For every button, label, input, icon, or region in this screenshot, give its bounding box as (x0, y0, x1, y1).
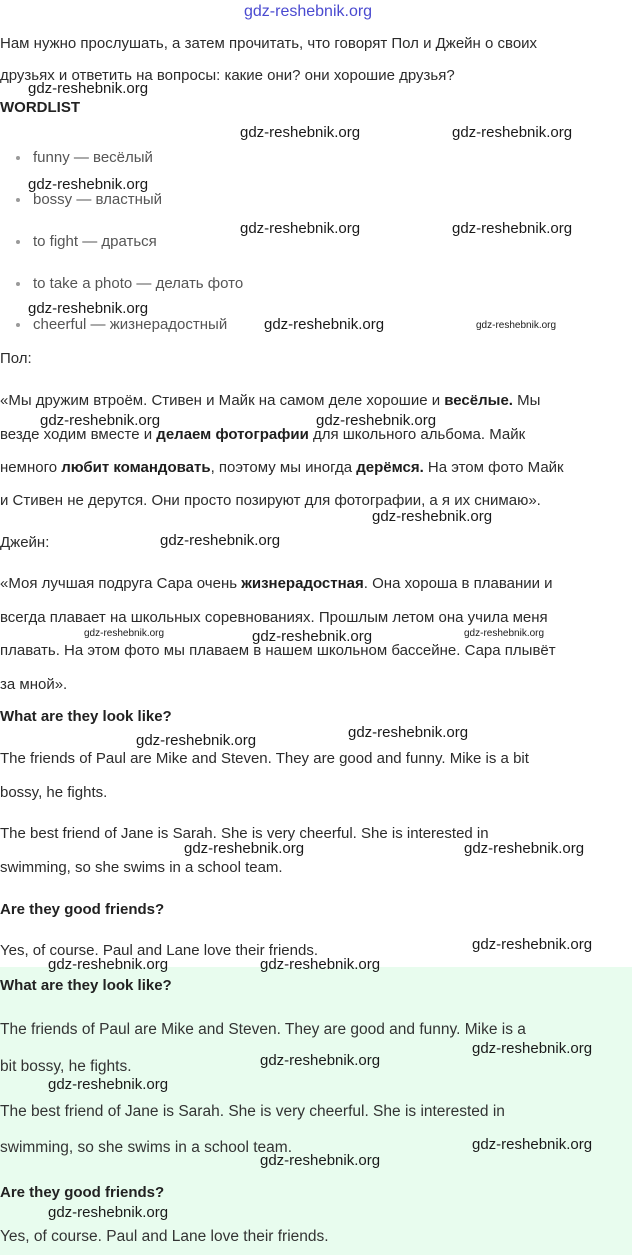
watermark: gdz-reshebnik.org (184, 840, 305, 857)
paul-line-3: немного любит командовать, поэтому мы иногда дерёмся. На этом фото Майк (0, 459, 564, 476)
watermark: gdz-reshebnik.org (260, 1052, 381, 1069)
speaker-jane: Джейн: (0, 534, 50, 551)
watermark: gdz-reshebnik.org (240, 220, 361, 237)
watermark: gdz-reshebnik.org (40, 412, 161, 429)
watermark: gdz-reshebnik.org (472, 1040, 593, 1057)
answer2-paul-line-2: bit bossy, he fights. (0, 1058, 132, 1075)
intro-line-1: Нам нужно прослушать, а затем прочитать, что говорят Пол и Джейн о своих (0, 35, 538, 52)
watermark: gdz-reshebnik.org (252, 628, 373, 645)
intro-line-2: друзьях и ответить на вопросы: какие они? они хорошие друзья? (0, 67, 455, 84)
paul-line-4: и Стивен не дерутся. Они просто позируют для фотографии, а я их снимаю». (0, 492, 541, 509)
answer-jane-line-2: swimming, so she swims in a school team. (0, 859, 283, 876)
watermark: gdz-reshebnik.org (84, 628, 165, 639)
watermark: gdz-reshebnik.org (136, 732, 257, 749)
watermark: gdz-reshebnik.org (316, 412, 437, 429)
watermark: gdz-reshebnik.org (452, 220, 573, 237)
watermark: gdz-reshebnik.org (28, 80, 149, 97)
answer-good-friends: Yes, of course. Paul and Lane love their friends. (0, 942, 318, 959)
watermark: gdz-reshebnik.org (160, 532, 281, 549)
paul-line-2: везде ходим вместе и делаем фотографии для школьного альбома. Майк (0, 426, 526, 443)
paul-line-1: «Мы дружим втроём. Стивен и Майк на самом деле хорошие и весёлые. Мы (0, 392, 541, 409)
page: Нам нужно прослушать, а затем прочитать, что говорят Пол и Джейн о своих друзьях и ответить на вопросы: какие они? они хорошие друзья? WORDLIST funny — весёлый bossy — властный to fight — драться to take a photo — делать фото cheerful — жизнерадостный Пол: «Мы дружим втроём. Стивен и Майк на самом деле хорошие и весёлые. Мы везде ходим вместе и делаем фотографии для школьного альбома. Майк немного любит командовать, поэтому мы иногда дерёмся. На этом фото Майк и Стивен не дерутся. Они просто позируют для фотографии, а я их снимаю». Джейн: «Моя лучшая подруга Сара очень жизнерадостная. Она хороша в плавании и всегда плавает на школьных соревнованиях. Прошлым летом она учила меня плавать. На этом фото мы плаваем в нашем школьном бассейне. Сара плывёт за мной». What are they look like? The friends of Paul are Mike and Steven. They are good and funny. Mike is a bit bossy, he fights. The best friend of Jane is Sarah. She is very cheerful. She is interested in swimming, so she swims in a school team. Are they good friends? Yes, of course. Paul and Lane love their friends. What are they look like? The friends of Paul are Mike and Steven. They are good and funny. Mike is a bit bossy, he fights. The best friend of Jane is Sarah. She is very cheerful. She is interested in swimming, so she swims in a school team. Are they good friends? Yes, of course. Paul and Lane love their friends. gdz-reshebnik.org gdz-reshebnik.org gdz-reshebnik.org gdz-reshebnik.org gdz-reshebnik.org gdz-reshebnik.org gdz-reshebnik.org gdz-reshebnik.org gdz-reshebnik.org gdz-reshebnik.org gdz-reshebnik.org gdz-reshebnik.org gdz-reshebnik.org gdz-reshebnik.org gdz-reshebnik.org gdz-reshebnik.org gdz-reshebnik.org gdz-reshebnik.org gdz-reshebnik.org gdz-reshebnik.org gdz-reshebnik.org gdz-reshebnik.org gdz-reshebnik.org gdz-reshebnik.org gdz-reshebnik.org gdz-reshebnik.org gdz-reshebnik.org gdz-reshebnik.org gdz-reshebnik.org gdz-reshebnik.org (0, 0, 632, 1255)
answer2-jane-line-2: swimming, so she swims in a school team. (0, 1139, 293, 1156)
watermark: gdz-reshebnik.org (452, 124, 573, 141)
watermark: gdz-reshebnik.org (464, 628, 545, 639)
answer2-good-friends: Yes, of course. Paul and Lane love their friends. (0, 1228, 329, 1245)
bullet-icon (16, 156, 20, 160)
watermark: gdz-reshebnik.org (476, 320, 557, 331)
question-look-like: What are they look like? (0, 708, 172, 725)
question-good-friends-2: Are they good friends? (0, 1184, 165, 1201)
watermark: gdz-reshebnik.org (244, 3, 373, 20)
watermark: gdz-reshebnik.org (240, 124, 361, 141)
watermark: gdz-reshebnik.org (28, 176, 149, 193)
bullet-icon (16, 282, 20, 286)
bullet-icon (16, 323, 20, 327)
speaker-paul: Пол: (0, 350, 32, 367)
question-good-friends: Are they good friends? (0, 901, 165, 918)
answer2-jane-line-1: The best friend of Jane is Sarah. She is very cheerful. She is interested in (0, 1103, 505, 1120)
bullet-icon (16, 198, 20, 202)
watermark: gdz-reshebnik.org (48, 956, 169, 973)
answer-jane-line-1: The best friend of Jane is Sarah. She is very cheerful. She is interested in (0, 825, 489, 842)
jane-line-4: за мной». (0, 676, 68, 693)
watermark: gdz-reshebnik.org (348, 724, 469, 741)
jane-line-2: всегда плавает на школьных соревнованиях. Прошлым летом она учила меня (0, 609, 548, 626)
watermark: gdz-reshebnik.org (264, 316, 385, 333)
watermark: gdz-reshebnik.org (28, 300, 149, 317)
jane-line-1: «Моя лучшая подруга Сара очень жизнерадостная. Она хороша в плавании и (0, 575, 553, 592)
answer-paul-line-1: The friends of Paul are Mike and Steven. They are good and funny. Mike is a bit (0, 750, 529, 767)
watermark: gdz-reshebnik.org (472, 936, 593, 953)
watermark: gdz-reshebnik.org (48, 1076, 169, 1093)
watermark: gdz-reshebnik.org (372, 508, 493, 525)
question-look-like-2: What are they look like? (0, 977, 172, 994)
watermark: gdz-reshebnik.org (464, 840, 585, 857)
watermark: gdz-reshebnik.org (260, 1152, 381, 1169)
answer2-paul-line-1: The friends of Paul are Mike and Steven. They are good and funny. Mike is a (0, 1021, 526, 1038)
watermark: gdz-reshebnik.org (48, 1204, 169, 1221)
answer-paul-line-2: bossy, he fights. (0, 784, 108, 801)
wordlist-title: WORDLIST (0, 99, 80, 116)
watermark: gdz-reshebnik.org (472, 1136, 593, 1153)
jane-line-3: плавать. На этом фото мы плаваем в нашем школьном бассейне. Сара плывёт (0, 642, 556, 659)
watermark: gdz-reshebnik.org (260, 956, 381, 973)
bullet-icon (16, 240, 20, 244)
